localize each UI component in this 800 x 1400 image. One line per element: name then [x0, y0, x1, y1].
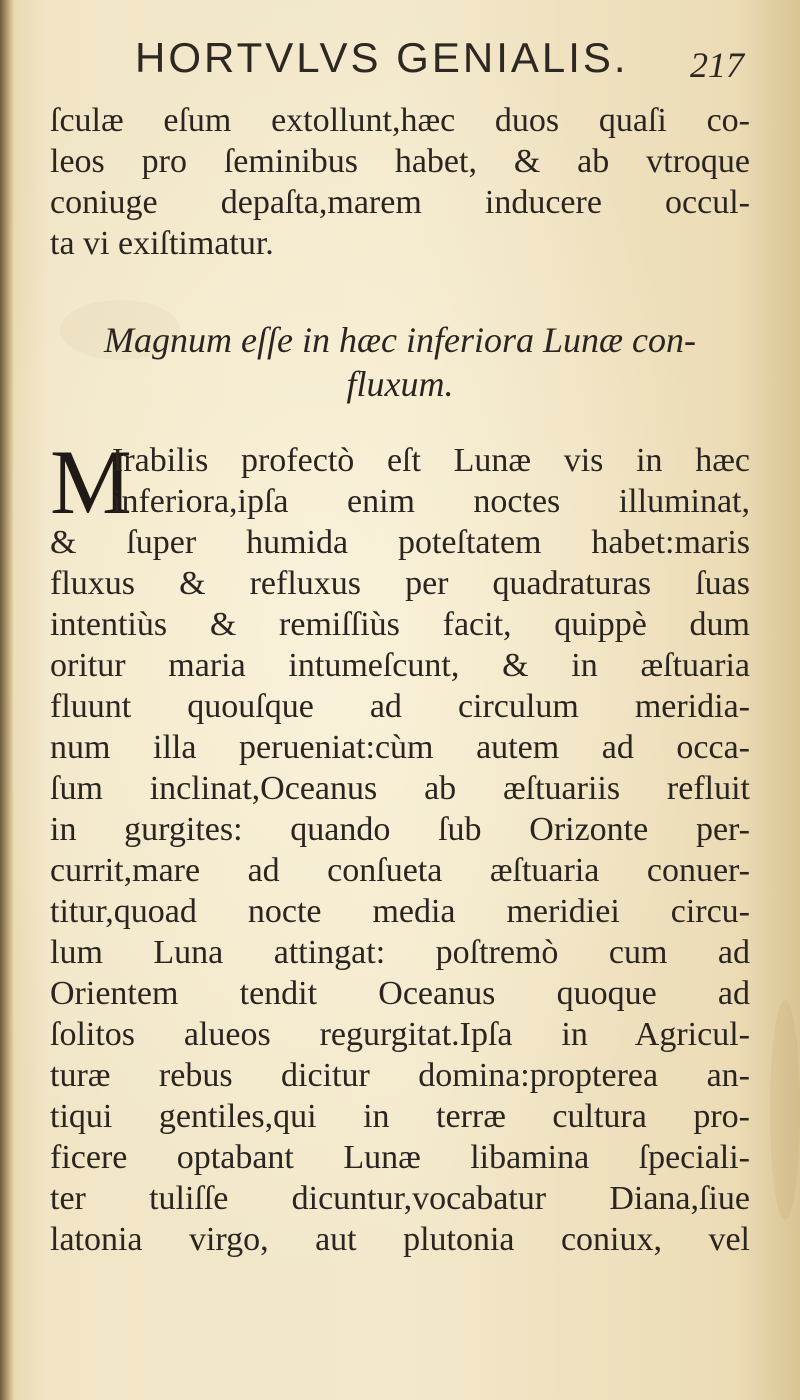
text-line: ſolitos alueos regurgitat.Ipſa in Agricul- — [50, 1016, 750, 1053]
text-line: ſculæ eſum extollunt,hæc duos quaſi co- — [50, 102, 750, 139]
text-line: & ſuper humida poteſtatem habet:maris — [50, 524, 750, 561]
drop-cap: M — [50, 431, 132, 533]
text-line: tiqui gentiles,qui in terræ cultura pro- — [50, 1098, 750, 1135]
text-line: Orientem tendit Oceanus quoque ad — [50, 975, 750, 1012]
text-line: leos pro ſeminibus habet, & ab vtroque — [50, 143, 750, 180]
text-line: latonia virgo, aut plutonia coniux, vel — [50, 1221, 750, 1258]
text-line: intentiùs & remiſſiùs facit, quippè dum — [50, 606, 750, 643]
section-heading — [50, 318, 750, 406]
text-line: fluunt quouſque ad circulum meridia- — [50, 688, 750, 725]
text-line: ficere optabant Lunæ libamina ſpeciali- — [50, 1139, 750, 1176]
text-line: currit,mare ad conſueta æſtuaria conuer- — [50, 852, 750, 889]
page-binding-edge — [0, 0, 14, 1400]
text-line: num illa perueniat:cùm autem ad occa- — [50, 729, 750, 766]
text-line: coniuge depaſta,marem inducere occul- — [50, 184, 750, 221]
paragraph-1 — [50, 100, 750, 264]
text-line: ter tuliſſe dicuntur,vocabatur Diana,ſiue — [50, 1180, 750, 1217]
text-line: titur,quoad nocte media meridiei circu- — [50, 893, 750, 930]
text-line: oritur maria intumeſcunt, & in æſtuaria — [50, 647, 750, 684]
paper-stain — [770, 1000, 800, 1220]
text-line: inferiora,ipſa enim noctes illuminat, — [112, 483, 750, 520]
paragraph-2 — [50, 431, 750, 1260]
section-heading-line: Magnum eſſe in hæc inferiora Lunæ con- — [104, 320, 696, 360]
section-heading-line: fluxum. — [346, 364, 454, 404]
text-line: Irabilis profectò eſt Lunæ vis in hæc — [112, 442, 750, 479]
page-number: 217 — [690, 45, 744, 85]
running-title: HORTVLVS GENIALIS. — [135, 34, 629, 81]
text-line: lum Luna attingat: poſtremò cum ad — [50, 934, 750, 971]
text-line: ſum inclinat,Oceanus ab æſtuariis refluit — [50, 770, 750, 807]
text-line: in gurgites: quando ſub Orizonte per- — [50, 811, 750, 848]
text-line: ta vi exiſtimatur. — [50, 225, 274, 262]
text-line: fluxus & refluxus per quadraturas ſuas — [50, 565, 750, 602]
text-line: turæ rebus dicitur domina:propterea an- — [50, 1057, 750, 1094]
